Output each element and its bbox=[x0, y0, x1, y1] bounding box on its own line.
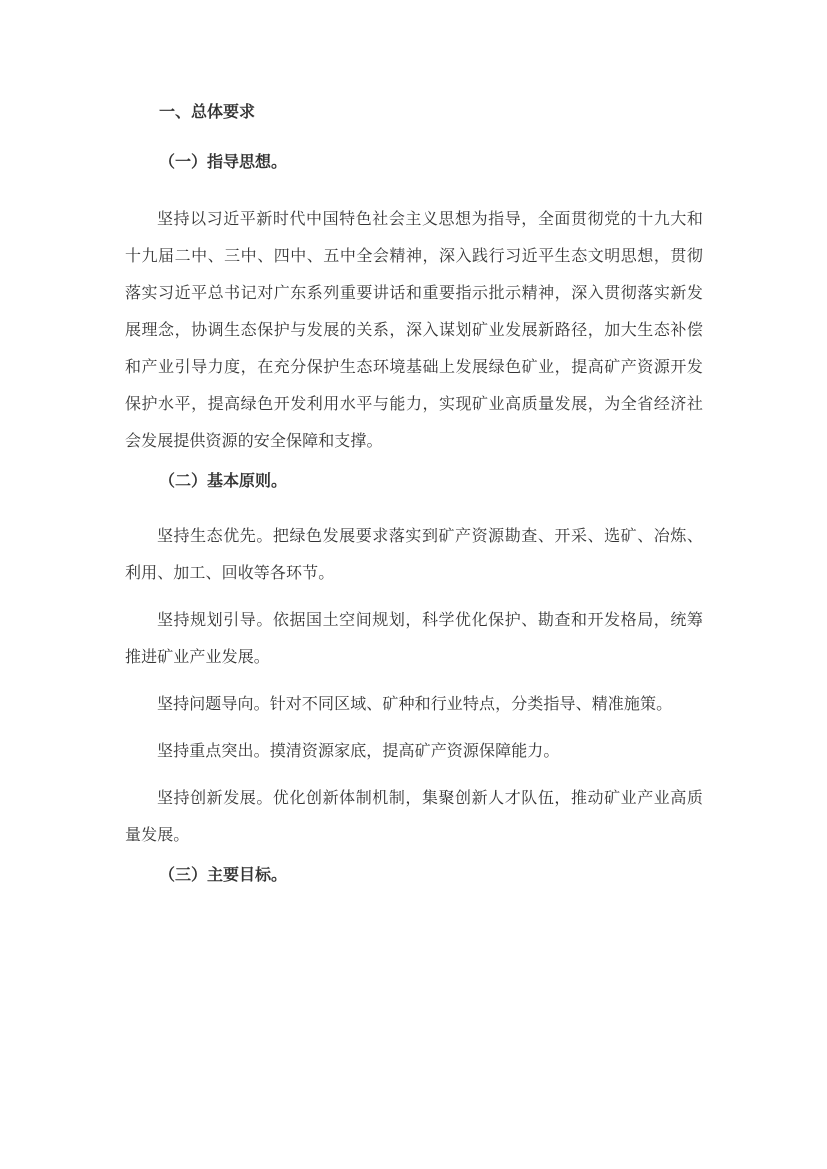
section-heading-general: 一、总体要求 bbox=[159, 102, 256, 121]
subsection-heading-guiding: （一）指导思想。 bbox=[159, 152, 288, 171]
principle-paragraph-ecology: 坚持生态优先。把绿色发展要求落实到矿产资源勘查、开采、选矿、冶炼、利用、加工、回收等各环节。 bbox=[125, 526, 703, 582]
guiding-paragraph: 坚持以习近平新时代中国特色社会主义思想为指导，全面贯彻党的十九大和十九届二中、三中、四中、五中全会精神，深入践行习近平生态文明思想，贯彻落实习近平总书记对广东系列重要讲话和重要指示批示精神，深入贯彻落实新发展理念，协调生态保护与发展的关系，深入谋划矿业发展新路径，加大生态补偿和产业引导力度，在充分保护生态环境基础上发展绿色矿业，提高矿产资源开发保护水平，提高绿色开发利用水平与能力，实现矿业高质量发展，为全省经济社会发展提供资源的安全保障和支撑。 bbox=[125, 209, 703, 450]
principle-paragraph-problem: 坚持问题导向。针对不同区域、矿种和行业特点，分类指导、精准施策。 bbox=[157, 694, 673, 713]
subsection-heading-principles: （二）基本原则。 bbox=[159, 471, 288, 490]
subsection-heading-targets: （三）主要目标。 bbox=[159, 865, 288, 884]
principle-paragraph-innovation: 坚持创新发展。优化创新体制机制，集聚创新人才队伍，推动矿业产业高质量发展。 bbox=[125, 788, 703, 844]
principle-paragraph-focus: 坚持重点突出。摸清资源家底，提高矿产资源保障能力。 bbox=[157, 741, 560, 760]
document-page bbox=[125, 100, 703, 903]
principle-paragraph-planning: 坚持规划引导。依据国土空间规划，科学优化保护、勘查和开发格局，统筹推进矿业产业发展。 bbox=[125, 610, 703, 666]
